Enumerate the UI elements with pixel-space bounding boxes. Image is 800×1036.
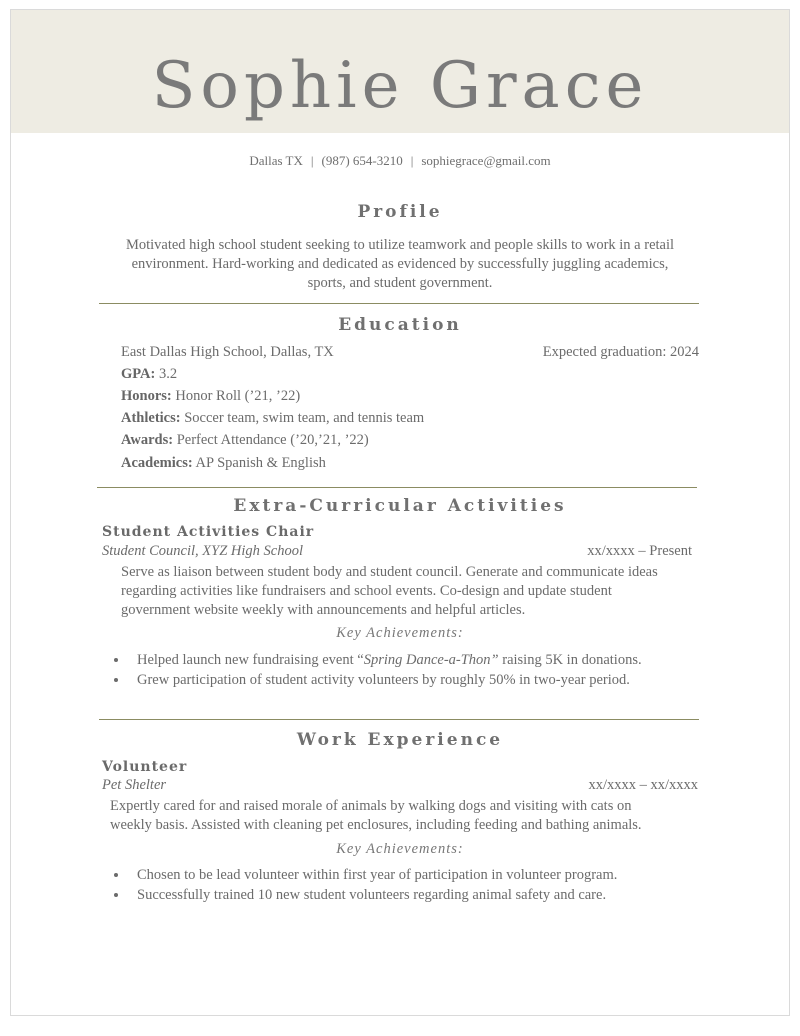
- description-line: government website weekly with announcements and helpful articles.: [121, 602, 526, 618]
- education-item: [121, 387, 699, 406]
- profile-line: sports, and student government.: [307, 275, 493, 291]
- profile-heading: Profile: [357, 202, 443, 222]
- contact-city: Dallas TX: [249, 153, 303, 168]
- activity-description: [121, 563, 658, 620]
- achievement-text: Helped launch new fundraising event “: [137, 652, 364, 668]
- activity-achievements-list: [105, 650, 642, 690]
- graduation-date: Expected graduation: 2024: [542, 344, 699, 360]
- description-line: Expertly cared for and raised morale of animals by walking dogs and visiting with cats on: [110, 798, 632, 814]
- activities-heading: Extra-Curricular Activities: [233, 496, 567, 516]
- education-item-label: Honors:: [121, 388, 172, 404]
- education-item-value: 3.2: [155, 366, 178, 382]
- description-line: regarding activities like fundraisers and school events. Co-design and update student: [121, 583, 612, 599]
- school-name: East Dallas High School, Dallas, TX: [121, 344, 334, 360]
- education-item-value: AP Spanish & English: [192, 455, 326, 471]
- education-item: [121, 409, 699, 428]
- work-description: [110, 797, 642, 835]
- education-item-value: Soccer team, swim team, and tennis team: [180, 410, 425, 426]
- education-item: [121, 454, 699, 473]
- event-name: Spring Dance-a-Thon”: [363, 652, 499, 668]
- achievement-item: [129, 650, 642, 670]
- section-divider: [99, 303, 699, 304]
- contact-separator: |: [310, 153, 314, 168]
- achievement-item: • Grew participation of student activity volunteers by roughly 50% in two-year period.: [129, 670, 642, 690]
- work-role: Volunteer: [102, 759, 188, 775]
- activity-organization: Student Council, XYZ High School: [102, 543, 303, 559]
- contact-separator: |: [410, 153, 414, 168]
- education-item-label: Academics:: [121, 455, 193, 471]
- description-line: Serve as liaison between student body and student council. Generate and communicate ideas: [121, 564, 658, 580]
- activity-achievements-label: Key Achievements:: [336, 625, 464, 641]
- work-achievements-label: Key Achievements:: [336, 841, 464, 857]
- section-divider: [97, 487, 697, 488]
- education-item-value: Perfect Attendance (’20,’21, ’22): [173, 432, 369, 448]
- work-dates: xx/xxxx – xx/xxxx: [588, 777, 698, 793]
- education-item: [121, 365, 699, 384]
- contact-email[interactable]: sophiegrace@gmail.com: [421, 153, 551, 168]
- education-item-label: Athletics:: [121, 410, 181, 426]
- activity-role: Student Activities Chair: [102, 524, 315, 540]
- resume-page: [10, 9, 790, 1016]
- profile-line: Motivated high school student seeking to utilize teamwork and people skills to work in a retail: [125, 237, 675, 253]
- achievement-item: • Chosen to be lead volunteer within first year of participation in volunteer program.: [129, 865, 617, 885]
- work-achievements-list: [105, 865, 617, 905]
- achievement-item: • Successfully trained 10 new student volunteers regarding animal safety and care.: [129, 885, 617, 905]
- education-item-label: Awards:: [121, 432, 174, 448]
- activity-dates: xx/xxxx – Present: [587, 543, 692, 559]
- profile-text: [71, 236, 729, 293]
- work-organization: Pet Shelter: [102, 777, 167, 793]
- candidate-name: Sophie Grace: [151, 49, 649, 123]
- education-heading: Education: [338, 315, 462, 335]
- achievement-text: raising 5K in donations.: [498, 652, 642, 668]
- section-divider: [99, 719, 699, 720]
- education-item-label: GPA:: [121, 366, 156, 382]
- profile-line: environment. Hard-working and dedicated as evidenced by successfully juggling academics,: [131, 256, 669, 272]
- education-item-value: Honor Roll (’21, ’22): [171, 388, 301, 404]
- education-item: [121, 431, 699, 450]
- work-heading: Work Experience: [296, 730, 504, 750]
- education-school-row: [121, 343, 699, 362]
- contact-line: [11, 153, 789, 169]
- description-line: weekly basis. Assisted with cleaning pet enclosures, including feeding and bathing animals.: [110, 817, 642, 833]
- contact-phone: (987) 654-3210: [321, 153, 403, 168]
